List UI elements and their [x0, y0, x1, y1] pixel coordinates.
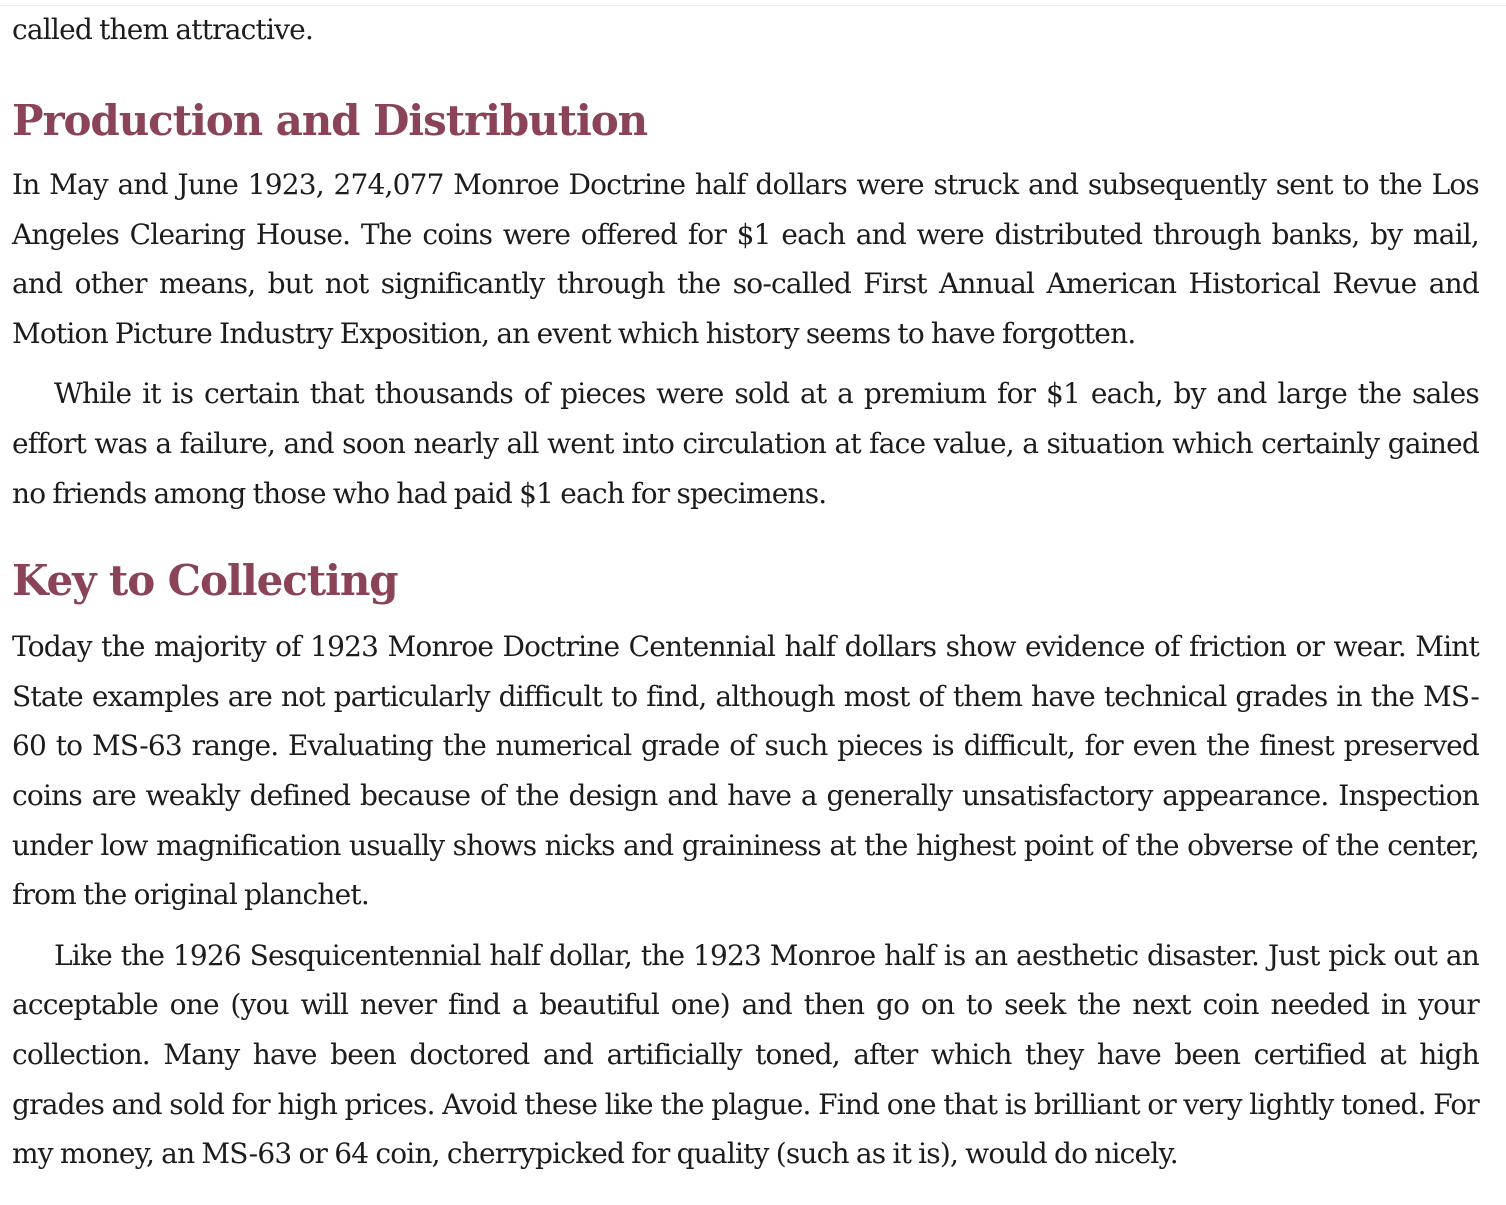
- paragraph-production-2: While it is certain that thousands of pieces were sold at a premium for $1 each, by and large the sales effort was a failure, and soon nearly all went into circulation at face value, a situation which certainly gained no friends among those who had paid $1 each for specimens.: [12, 377, 1479, 510]
- previous-paragraph-fragment: called them attractive.: [12, 13, 314, 46]
- article-body: [12, 8, 1479, 1179]
- section-heading-production: Production and Distribution: [12, 96, 648, 145]
- section-key-to-collecting: [12, 556, 1479, 1179]
- paragraph-collecting-1: Today the majority of 1923 Monroe Doctrine Centennial half dollars show evidence of friction or wear. Mint State examples are not particularly difficult to find, although most of them have technical grades in the MS-60 to MS-63 range. Evaluating the numerical grade of such pieces is difficult, for even the finest preserved coins are weakly defined because of the design and have a generally unsatisfactory appearance. Inspection under low magnification usually shows nicks and graininess at the highest point of the obverse of the center, from the original planchet.: [12, 630, 1479, 912]
- section-production-distribution: [12, 96, 1479, 518]
- paragraph-collecting-2: Like the 1926 Sesquicentennial half dollar, the 1923 Monroe half is an aesthetic disaster. Just pick out an acceptable one (you will never find a beautiful one) and then go on to seek the next coin needed in your collection. Many have been doctored and artificially toned, after which they have been certified at high grades and sold for high prices. Avoid these like the plague. Find one that is brilliant or very lightly toned. For my money, an MS-63 or 64 coin, cherrypicked for quality (such as it is), would do nicely.: [12, 938, 1479, 1171]
- top-divider: [0, 0, 1506, 6]
- paragraph-production-1: In May and June 1923, 274,077 Monroe Doctrine half dollars were struck and subsequently sent to the Los Angeles Clearing House. The coins were offered for $1 each and were distributed through banks, by mail, and other means, but not significantly through the so-called First Annual American Historical Revue and Motion Picture Industry Exposition, an event which history seems to have forgotten.: [12, 168, 1479, 350]
- section-heading-key-to-collecting: Key to Collecting: [12, 556, 398, 606]
